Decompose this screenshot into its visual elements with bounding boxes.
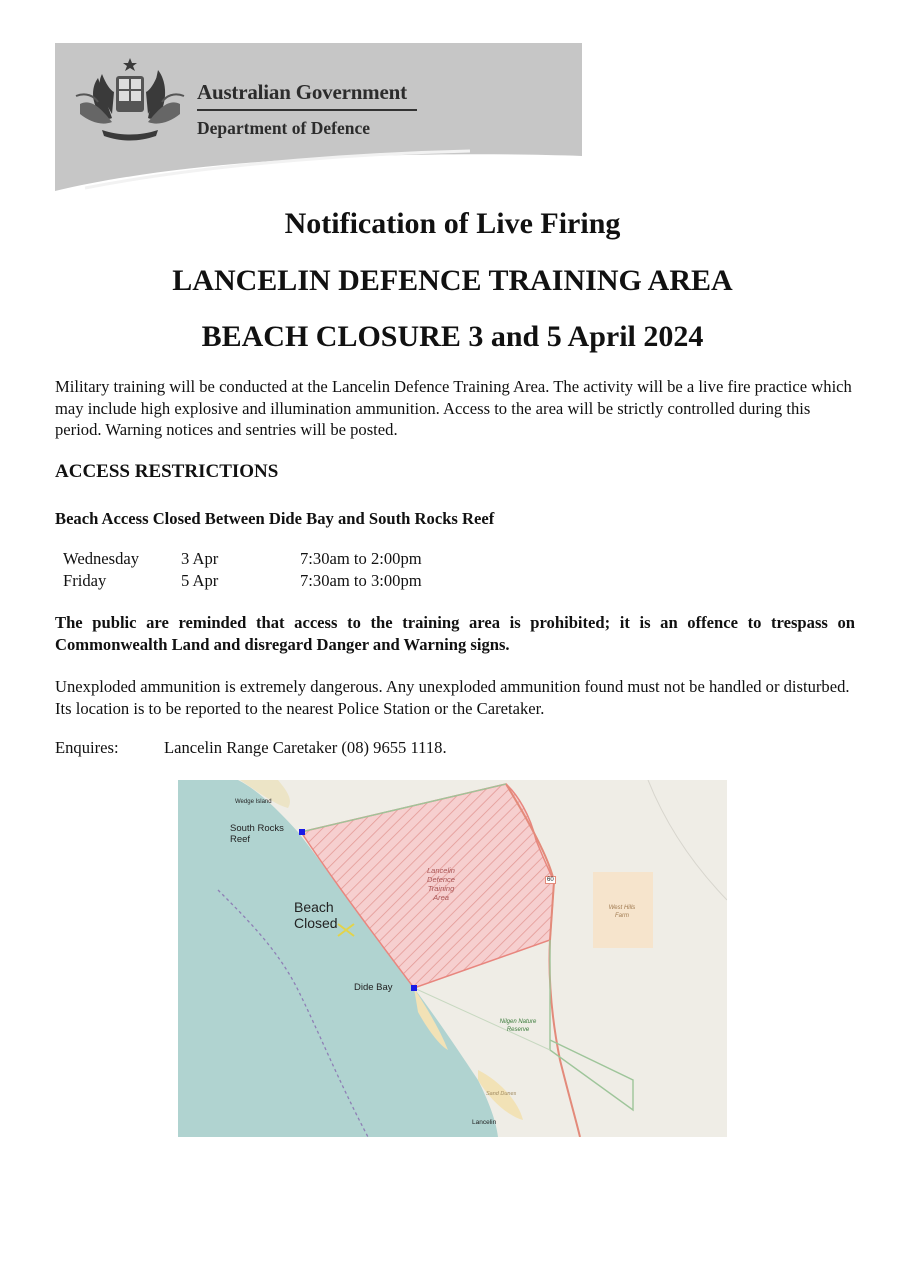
schedule-time: 7:30am to 3:00pm <box>300 570 422 590</box>
dide-bay-marker <box>411 985 417 991</box>
schedule-time: 7:30am to 2:00pm <box>300 549 422 568</box>
government-name: Australian Government <box>197 80 407 104</box>
schedule-row <box>63 548 422 570</box>
schedule-row <box>63 570 422 592</box>
beach-access-subheading: Beach Access Closed Between Dide Bay and South Rocks Reef <box>55 509 495 528</box>
intro-paragraph: Military training will be conducted at the Lancelin Defence Training Area. The activity will be a live fire practice which may include high explosive and illumination ammunition. Access to the area will be strictly controlled during this period. Warning notices and sentries will be posted. <box>55 377 852 439</box>
closure-map <box>178 780 727 1137</box>
map-label-sand-dunes: Sand Dunes <box>486 1091 517 1097</box>
south-rocks-reef-marker <box>299 829 305 835</box>
header-divider <box>197 109 417 111</box>
map-label-south-rocks-reef: South Rocks Reef <box>230 823 284 845</box>
schedule-date: 5 Apr <box>181 570 219 590</box>
coat-of-arms-icon <box>72 56 188 146</box>
map-label-beach-closed: Beach Closed <box>294 899 338 931</box>
enquiries-label: Enquires: <box>55 738 119 757</box>
map-label-road-number: 60 <box>547 877 554 883</box>
map-label-wedge-island: Wedge Island <box>235 799 272 805</box>
closure-title: BEACH CLOSURE 3 and 5 April 2024 <box>201 320 704 353</box>
notice-title: Notification of Live Firing <box>284 207 621 240</box>
map-label-dide-bay: Dide Bay <box>354 982 393 993</box>
area-title: LANCELIN DEFENCE TRAINING AREA <box>172 264 733 297</box>
public-notice: The public are reminded that access to the training area is prohibited; it is an offence to trespass on Commonwealth Land and disregard Danger and Warning signs. <box>55 613 855 654</box>
map-label-west-hills-farm: West Hills Farm <box>608 905 636 919</box>
closure-schedule <box>63 548 422 591</box>
enquiries-contact: Lancelin Range Caretaker (08) 9655 1118. <box>164 738 447 757</box>
schedule-day: Friday <box>63 570 107 590</box>
map-label-training-area: Lancelin Defence Training Area <box>427 866 455 902</box>
access-restrictions-heading: ACCESS RESTRICTIONS <box>55 461 279 482</box>
enquiries-line <box>55 738 447 758</box>
map-label-nilgen-reserve: Nilgen Nature Reserve <box>499 1019 537 1033</box>
map-label-lancelin: Lancelin <box>472 1119 497 1126</box>
department-name: Department of Defence <box>197 118 370 138</box>
schedule-day: Wednesday <box>63 549 140 568</box>
unexploded-warning: Unexploded ammunition is extremely dangerous. Any unexploded ammunition found must not be handled or disturbed. Its location is to be reported to the nearest Police Station or the Caretaker. <box>55 677 850 718</box>
schedule-date: 3 Apr <box>181 549 219 568</box>
